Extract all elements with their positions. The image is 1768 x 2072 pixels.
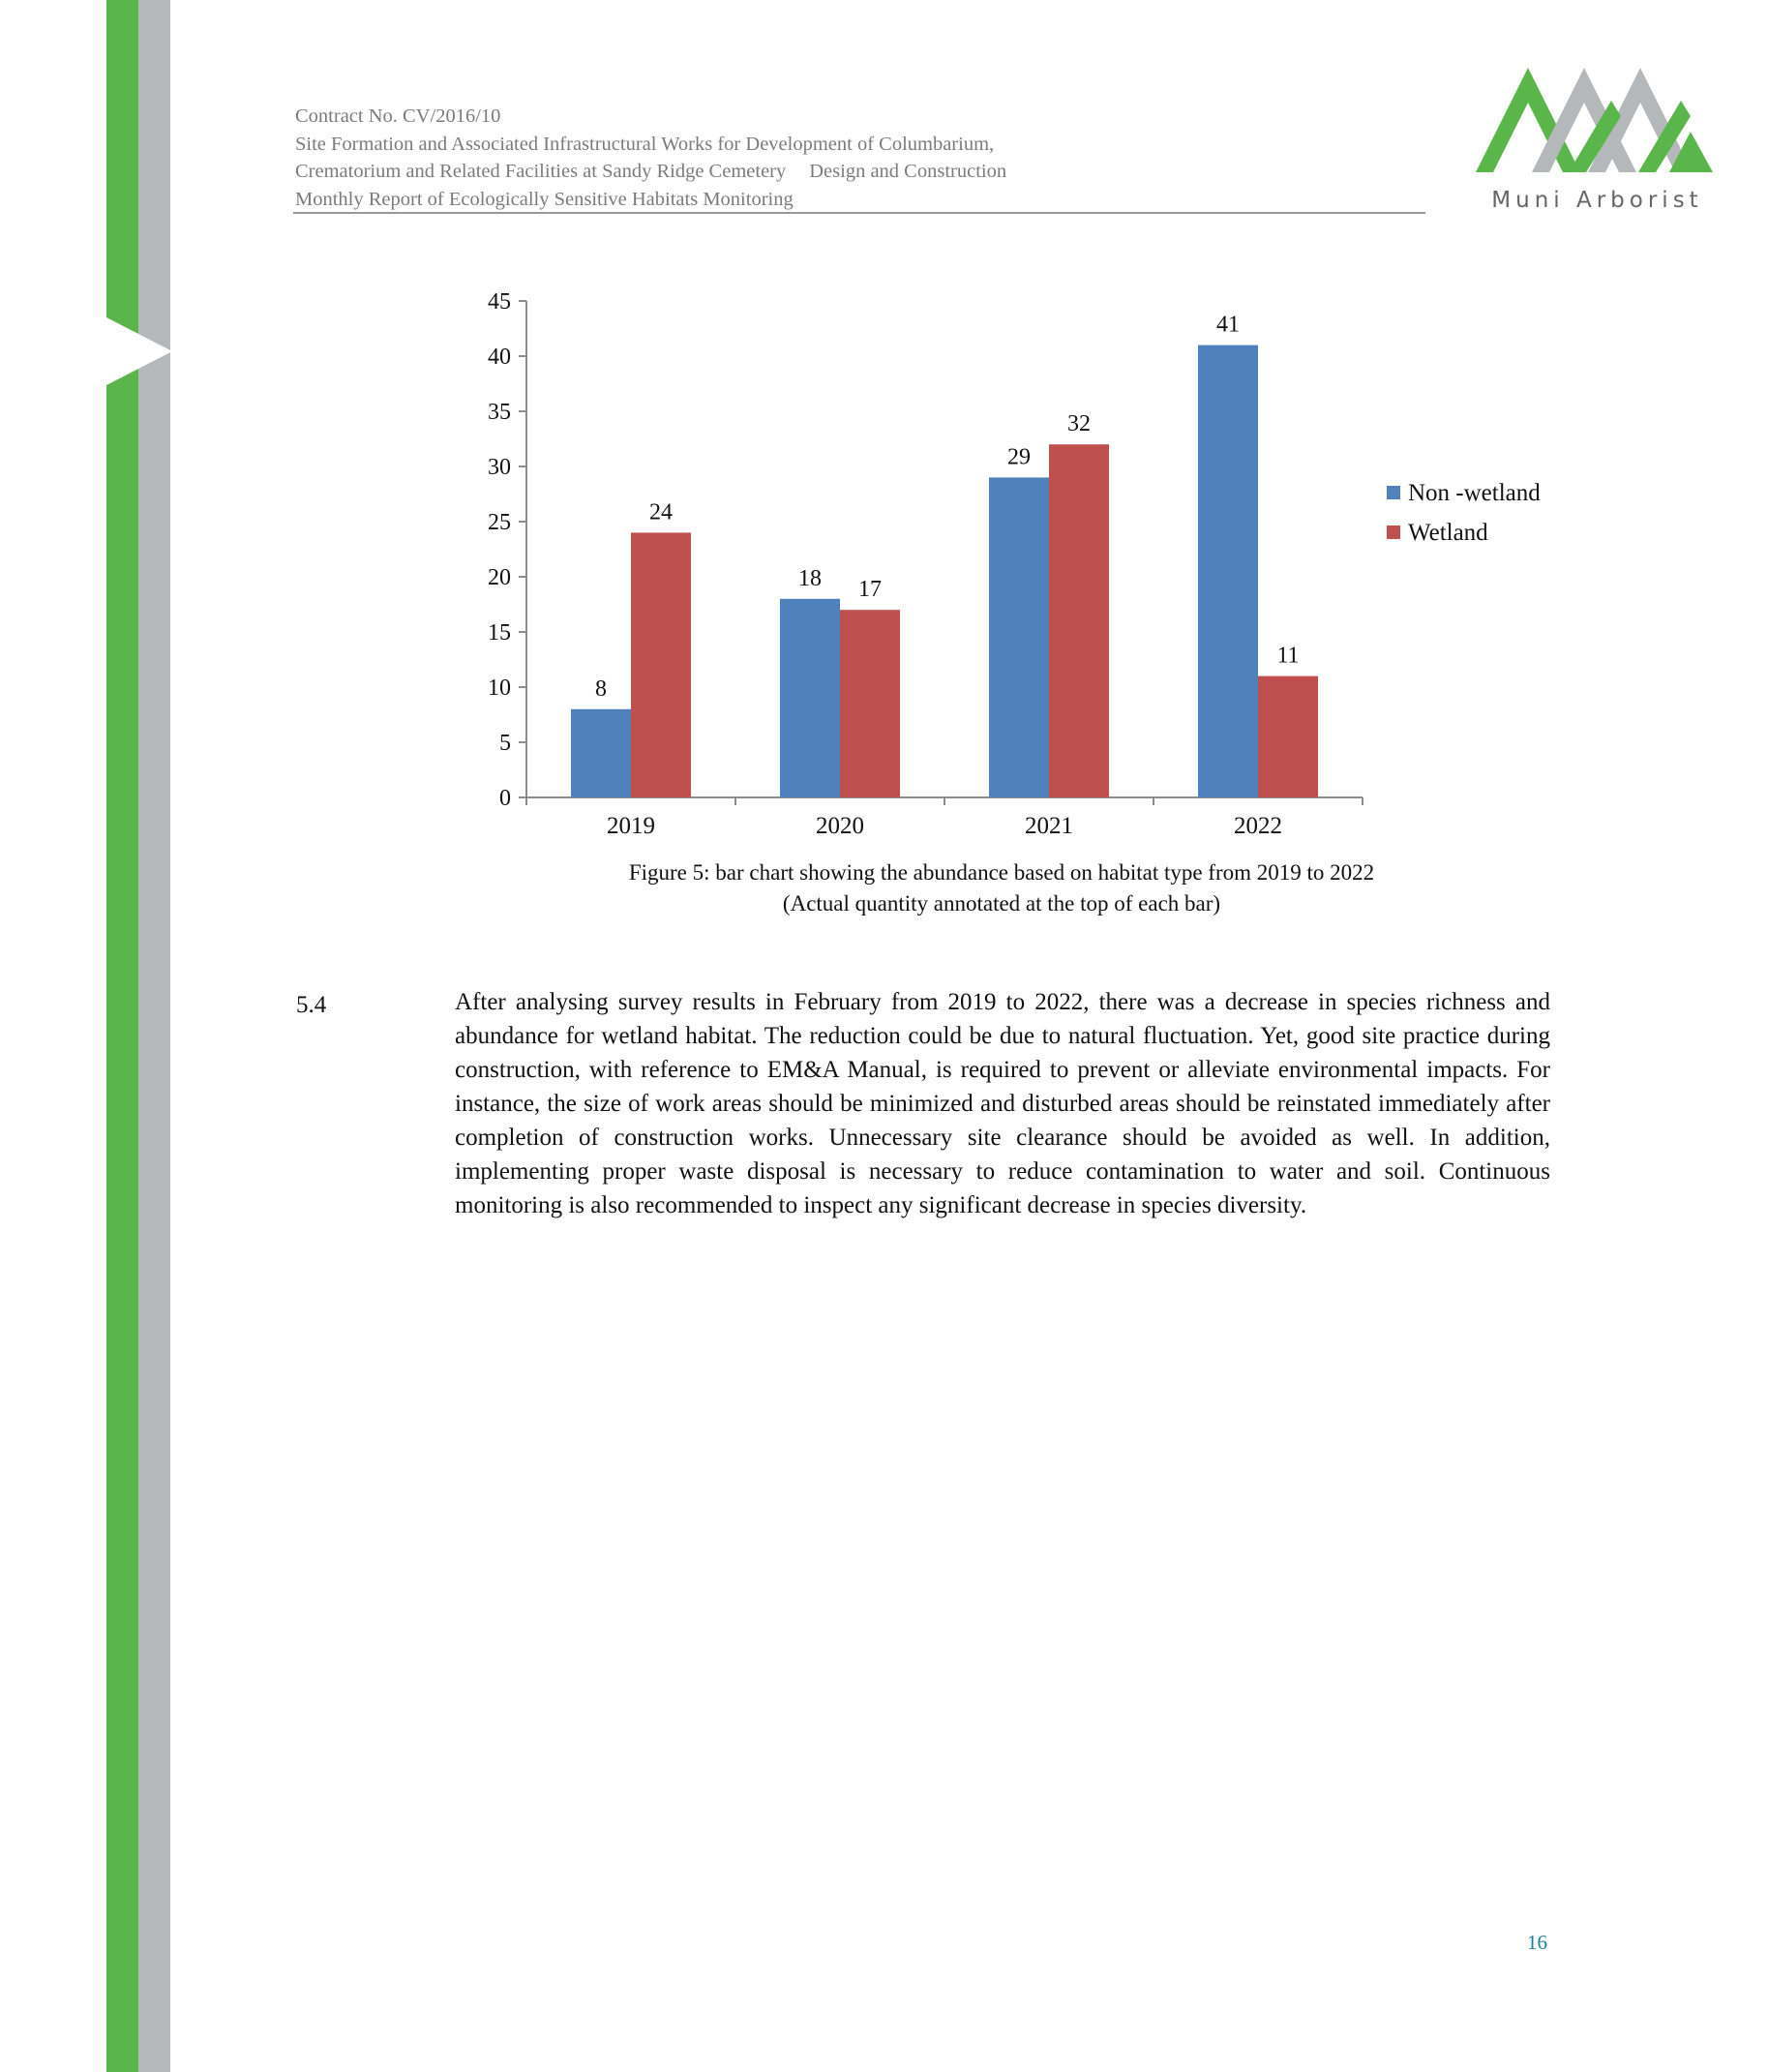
x-tick-label: 2022 (1234, 813, 1282, 839)
y-tick-label: 0 (499, 786, 511, 811)
logo-wordmark: Muni Arborist (1491, 188, 1703, 213)
page-number: 16 (1527, 1931, 1547, 1954)
header-divider (293, 212, 1425, 214)
y-tick-label: 30 (488, 455, 511, 480)
x-tick-label: 2021 (1025, 813, 1073, 839)
data-label: 11 (1276, 643, 1300, 669)
header-title-line1: Site Formation and Associated Infrastructural Works for Development of Columbarium, (295, 133, 995, 155)
legend-label-wetland: Wetland (1408, 520, 1488, 546)
data-label: 18 (798, 565, 822, 591)
caption-line1: Figure 5: bar chart showing the abundance based on habitat type from 2019 to 2022 (628, 860, 1375, 885)
y-tick-label: 25 (488, 510, 511, 535)
bar-wetland-2019 (631, 532, 691, 797)
header-title-line2-main: Crematorium and Related Facilities at Sandy Ridge Cemetery (295, 161, 787, 182)
header-title-line2 (295, 158, 1427, 186)
section-paragraph: After analysing survey results in February from 2019 to 2022, there was a decrease in species richness and abundance for wetland habitat. The reduction could be due to natural fluctuation. Yet, good site practice during construction, with reference to EM&A Manual, is required to prevent or alleviate environmental impacts. For instance, the size of work areas should be minimized and disturbed areas should be reinstated immediately after completion of construction works. Unnecessary site clearance should be avoided as well. In addition, implementing proper waste disposal is necessary to reduce contamination to water and soil. Continuous monitoring is also recommended to inspect any significant decrease in species diversity. (455, 989, 1550, 1218)
data-label: 17 (858, 577, 882, 603)
y-tick-label: 35 (488, 400, 511, 425)
header-report-title: Monthly Report of Ecologically Sensitive Habitats Monitoring (295, 188, 794, 210)
chart-canvas (455, 281, 1597, 852)
y-tick-label: 15 (488, 620, 511, 646)
figure-caption (426, 857, 1577, 919)
bar-non-wetland-2020 (780, 599, 840, 797)
y-tick-label: 10 (488, 676, 511, 701)
page-header (295, 103, 1427, 213)
caption-line2: (Actual quantity annotated at the top of each bar) (782, 891, 1221, 916)
bar-non-wetland-2019 (571, 709, 631, 797)
x-tick-label: 2019 (607, 813, 655, 839)
side-stripe-grey (138, 0, 170, 2072)
side-stripe-green (106, 0, 138, 2072)
data-label: 8 (595, 676, 607, 702)
bar-wetland-2021 (1049, 444, 1109, 797)
bar-wetland-2020 (840, 610, 900, 797)
y-tick-label: 45 (488, 289, 511, 315)
stripe-notch-marker (106, 317, 174, 385)
header-title-line2-suffix: Design and Construction (809, 161, 1007, 182)
y-tick-label: 40 (488, 345, 511, 370)
legend-label-non-wetland: Non -wetland (1408, 480, 1541, 506)
data-label: 41 (1216, 312, 1240, 338)
legend-swatch-non-wetland (1387, 486, 1400, 499)
y-tick-label: 20 (488, 565, 511, 590)
header-contract: Contract No. CV/2016/10 (295, 105, 501, 127)
bar-non-wetland-2022 (1198, 345, 1258, 797)
x-tick-label: 2020 (816, 813, 864, 839)
section-number: 5.4 (296, 992, 327, 1018)
y-tick-label: 5 (499, 731, 511, 756)
data-label: 32 (1067, 411, 1091, 437)
data-label: 29 (1007, 444, 1031, 470)
abundance-bar-chart (455, 281, 1597, 856)
data-label: 24 (649, 499, 673, 526)
bar-wetland-2022 (1258, 676, 1318, 797)
legend-swatch-wetland (1387, 526, 1400, 539)
bar-non-wetland-2021 (989, 477, 1049, 797)
